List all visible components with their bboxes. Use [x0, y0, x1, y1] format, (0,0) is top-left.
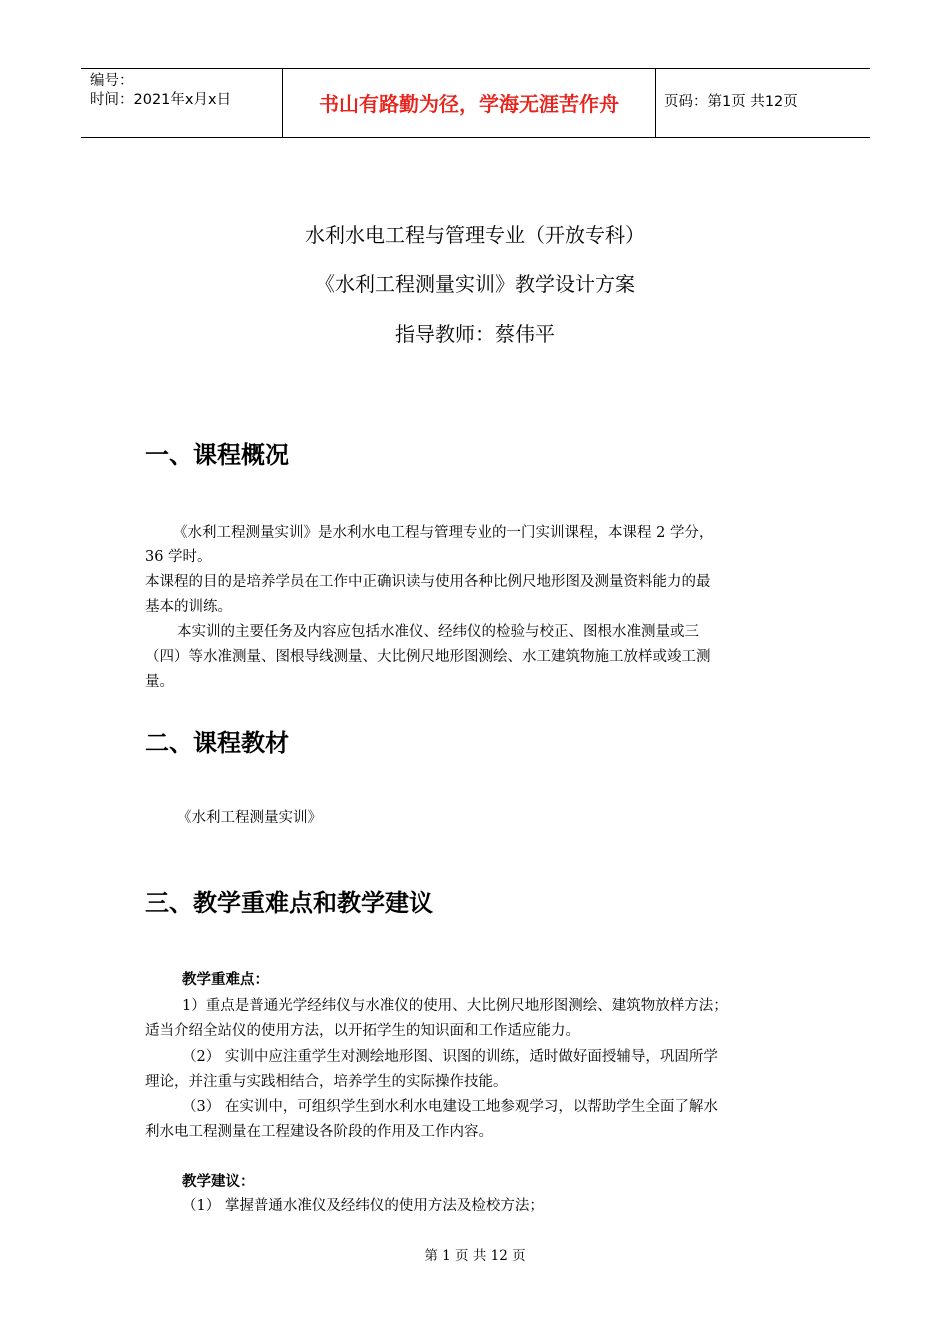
- suggestion-line: （1） 掌握普通水准仪及经纬仪的使用方法及检校方法；: [182, 1198, 544, 1214]
- header-meta: [90, 72, 231, 110]
- header-divider: [655, 69, 656, 137]
- section2-heading: 二、课程教材: [145, 729, 289, 757]
- document-title-line1: 水利水电工程与管理专业（开放专科）: [305, 223, 645, 247]
- section1-line: 基本的训练。: [145, 599, 232, 615]
- header-number-label: 编号：: [90, 73, 134, 89]
- header-motto: 书山有路勤为径，学海无涯苦作舟: [319, 92, 619, 116]
- section1-line: 本课程的目的是培养学员在工作中正确识读与使用各种比例尺地形图及测量资料能力的最: [145, 574, 711, 590]
- page-footer: 第 1 页 共 12 页: [424, 1248, 526, 1264]
- section3-heading: 三、教学重难点和教学建议: [145, 889, 433, 917]
- section1-line: （四）等水准测量、图根导线测量、大比例尺地形图测绘、水工建筑物施工放样或竣工测: [145, 649, 711, 665]
- section2-textbook: 《水利工程测量实训》: [177, 810, 322, 826]
- section3-line: （2） 实训中应注重学生对测绘地形图、识图的训练，适时做好面授辅导，巩固所学: [182, 1049, 718, 1065]
- header-time-label: 时间：2021年x月x日: [90, 92, 232, 108]
- section3-line: 1）重点是普通光学经纬仪与水准仪的使用、大比例尺地形图测绘、建筑物放样方法；: [182, 998, 728, 1014]
- section1-line: 量。: [145, 674, 174, 690]
- difficulty-label: 教学重难点：: [182, 971, 269, 988]
- document-header: [81, 68, 870, 138]
- section1-line: 本实训的主要任务及内容应包括水准仪、经纬仪的检验与校正、图根水准测量或三: [177, 624, 699, 640]
- section3-line: 理论，并注重与实践相结合，培养学生的实际操作技能。: [145, 1074, 508, 1090]
- section3-line: （3） 在实训中，可组织学生到水利水电建设工地参观学习，以帮助学生全面了解水: [182, 1099, 718, 1115]
- section1-line: 《水利工程测量实训》是水利水电工程与管理专业的一门实训课程，本课程 2 学分，: [173, 525, 714, 541]
- document-instructor: 指导教师：蔡伟平: [395, 322, 555, 346]
- header-page-info: 页码：第1页 共12页: [664, 94, 798, 110]
- document-title-line2: 《水利工程测量实训》教学设计方案: [315, 272, 635, 296]
- section1-line: 36 学时。: [145, 549, 212, 565]
- section3-line: 利水电工程测量在工程建设各阶段的作用及工作内容。: [145, 1124, 493, 1140]
- section1-heading: 一、课程概况: [145, 441, 289, 469]
- section3-line: 适当介绍全站仪的使用方法，以开拓学生的知识面和工作适应能力。: [145, 1023, 580, 1039]
- suggestion-label: 教学建议：: [182, 1173, 255, 1190]
